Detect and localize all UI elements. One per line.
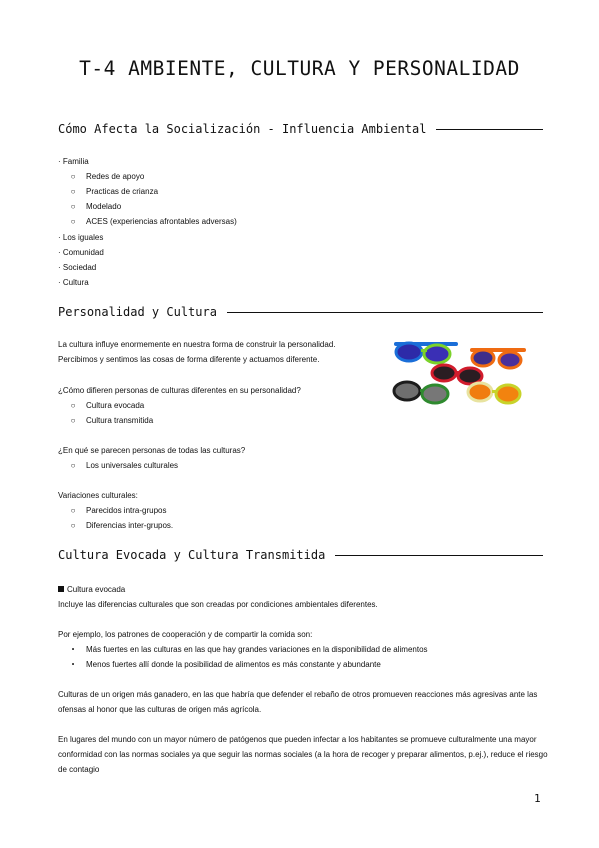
subheading-text: Cultura evocada bbox=[67, 585, 126, 594]
paragraph-line: La cultura influye enormemente en nuestra forma de construir la personalidad. bbox=[58, 340, 336, 349]
circle-bullet-icon: ○ bbox=[70, 217, 76, 226]
paragraph: En lugares del mundo con un mayor número de patógenos que pueden infectar a los habitantes se promueve culturalmente una mayor conformidad con las normas sociales ya que seguir las normas sociales (a la hora de recoger y preparar alimentos, p.ej.), reduce el riesgo de contagio bbox=[58, 735, 548, 774]
sub-item: Más fuertes en las culturas en las que hay grandes variaciones en la disponibilidad de alimentos bbox=[86, 645, 428, 654]
sunglasses-orange bbox=[470, 348, 526, 368]
question: ¿Cómo difieren personas de culturas diferentes en su personalidad? bbox=[58, 386, 301, 395]
sub-item: Modelado bbox=[86, 202, 122, 211]
section-heading-personalidad bbox=[58, 305, 543, 319]
paragraph-line: Percibimos y sentimos las cosas de forma diferente y actuamos diferente. bbox=[58, 355, 320, 364]
section-heading-text: Personalidad y Cultura bbox=[58, 305, 217, 319]
circle-bullet-icon: ○ bbox=[70, 172, 76, 181]
section-heading-text: Cultura Evocada y Cultura Transmitida bbox=[58, 548, 326, 562]
sub-item: Diferencias inter-grupos. bbox=[86, 521, 174, 530]
circle-bullet-icon: ○ bbox=[70, 521, 76, 530]
disc-bullet-icon: • bbox=[71, 660, 75, 669]
sub-item: Parecidos intra-grupos bbox=[86, 506, 167, 515]
paragraph-line: Por ejemplo, los patrones de cooperación y de compartir la comida son: bbox=[58, 630, 313, 639]
sub-item: Los universales culturales bbox=[86, 461, 179, 470]
sunglasses-yellow bbox=[468, 383, 520, 403]
section-heading-text: Cómo Afecta la Socialización - Influencia Ambiental bbox=[58, 122, 427, 136]
circle-bullet-icon: ○ bbox=[70, 187, 76, 196]
square-bullet-icon bbox=[58, 586, 64, 592]
circle-bullet-icon: ○ bbox=[70, 401, 76, 410]
paragraph-line: Variaciones culturales: bbox=[58, 491, 138, 500]
sub-item: Cultura transmitida bbox=[86, 416, 154, 425]
circle-bullet-icon: ○ bbox=[70, 506, 76, 515]
list-item-familia: · Familia bbox=[58, 157, 89, 166]
page-number: 1 bbox=[534, 792, 541, 805]
sunglasses-blue-green bbox=[394, 342, 458, 363]
sub-item: Cultura evocada bbox=[86, 401, 145, 410]
list-item: · Comunidad bbox=[58, 248, 104, 257]
sub-item: Menos fuertes allí donde la posibilidad de alimentos es más constante y abundante bbox=[86, 660, 381, 669]
section-heading-socializacion bbox=[58, 122, 543, 136]
circle-bullet-icon: ○ bbox=[70, 461, 76, 470]
section-heading-evocada bbox=[58, 548, 543, 562]
paragraph: Culturas de un origen más ganadero, en las que habría que defender el rebaño de otros promueven reacciones más agresivas ante las ofensas al honor que las culturas de origen más agrícola. bbox=[58, 690, 538, 714]
question: ¿En qué se parecen personas de todas las culturas? bbox=[58, 446, 246, 455]
list-item: · Sociedad bbox=[58, 263, 97, 272]
page-title: T-4 AMBIENTE, CULTURA Y PERSONALIDAD bbox=[79, 57, 520, 80]
list-item: · Los iguales bbox=[58, 233, 104, 242]
paragraph-line: Incluye las diferencias culturales que son creadas por condiciones ambientales diferentes. bbox=[58, 600, 378, 609]
sunglasses-black-green bbox=[394, 382, 448, 403]
sunglasses-red bbox=[432, 365, 482, 384]
subheading bbox=[58, 582, 125, 597]
heading-rule bbox=[227, 312, 543, 313]
circle-bullet-icon: ○ bbox=[70, 416, 76, 425]
disc-bullet-icon: • bbox=[71, 645, 75, 654]
sub-item: Redes de apoyo bbox=[86, 172, 145, 181]
sunglasses-image bbox=[392, 336, 530, 410]
heading-rule bbox=[335, 555, 543, 556]
sub-item: Practicas de crianza bbox=[86, 187, 159, 196]
heading-rule bbox=[436, 129, 543, 130]
sub-item: ACES (experiencias afrontables adversas) bbox=[86, 217, 237, 226]
circle-bullet-icon: ○ bbox=[70, 202, 76, 211]
list-item: · Cultura bbox=[58, 278, 89, 287]
